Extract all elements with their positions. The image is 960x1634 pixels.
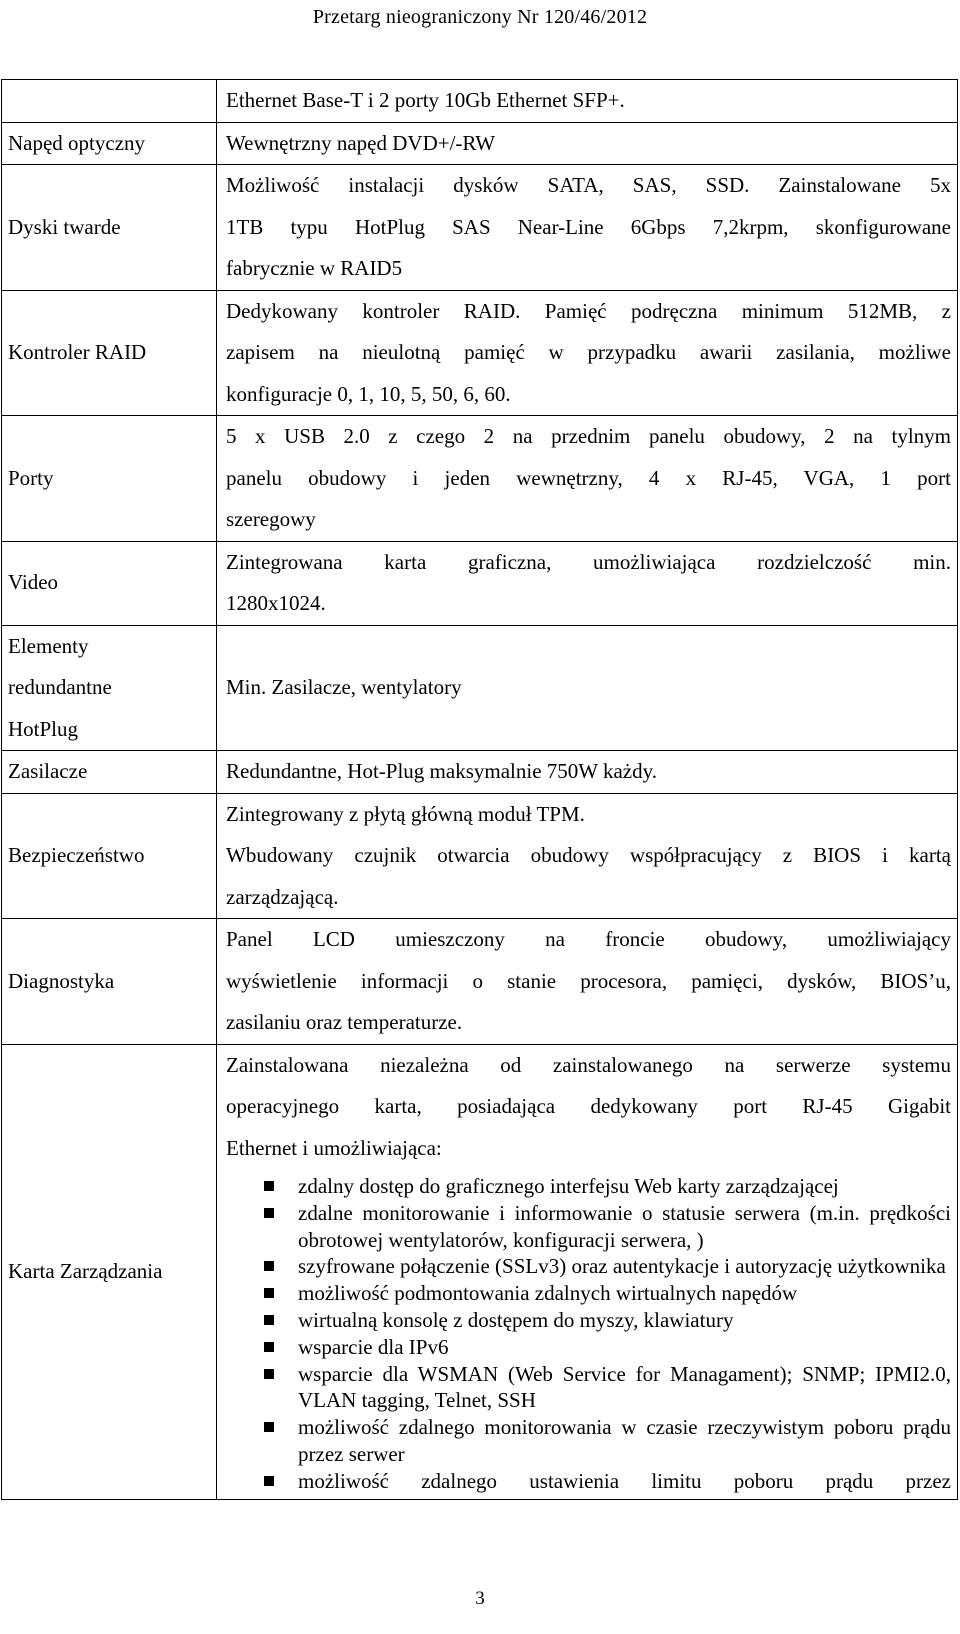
- row-value-line: 1280x1024.: [226, 591, 326, 615]
- row-value: [217, 165, 958, 291]
- page-number: 3: [475, 1588, 485, 1609]
- row-label-line: Elementy: [8, 633, 89, 658]
- row-value-line: Ethernet i umożliwiająca:: [226, 1135, 442, 1160]
- row-value-line: 5 x USB 2.0 z czego 2 na przednim panelu obudowy, 2 na tylnym: [226, 424, 951, 448]
- row-label: [2, 919, 217, 1045]
- row-value-line: wyświetlenie informacji o stanie procesora, pamięci, dysków, BIOS’u,: [226, 968, 951, 993]
- row-label: [2, 165, 217, 291]
- row-label-line: Video: [8, 570, 59, 595]
- row-label: [2, 122, 217, 165]
- row-label: [2, 290, 217, 416]
- row-value-line: szeregowy: [226, 507, 316, 531]
- row-value: [217, 751, 958, 794]
- row-value: [217, 1044, 958, 1499]
- list-item: wsparcie dla WSMAN (Web Service for Managament); SNMP; IPMI2.0, VLAN tagging, Telnet, SSH: [298, 1361, 951, 1413]
- row-label-line: Napęd optyczny: [8, 130, 146, 155]
- row-value-line: panelu obudowy i jeden wewnętrzny, 4 x RJ-45, VGA, 1 port: [226, 465, 951, 490]
- row-label-line: Bezpieczeństwo: [8, 843, 145, 867]
- row-label: [2, 416, 217, 542]
- list-item: zdalne monitorowanie i informowanie o statusie serwera (m.in. prędkości obrotowej wentylatorów, konfiguracji serwera, ): [298, 1200, 951, 1252]
- table-row: [2, 793, 958, 919]
- row-value-line: zarządzającą.: [226, 884, 339, 909]
- table-row: [2, 122, 958, 165]
- row-value-line: konfiguracje 0, 1, 10, 5, 50, 6, 60.: [226, 381, 511, 406]
- row-value-line: operacyjnego karta, posiadająca dedykowany port RJ-45 Gigabit: [226, 1094, 951, 1118]
- row-label-line: Porty: [8, 465, 54, 490]
- row-label-line: Diagnostyka: [8, 968, 115, 993]
- row-label: [2, 1044, 217, 1499]
- row-value-line: 1TB typu HotPlug SAS Near-Line 6Gbps 7,2krpm, skonfigurowane: [226, 214, 951, 239]
- row-value-line: Zintegrowana karta graficzna, umożliwiająca rozdzielczość min.: [226, 549, 951, 574]
- row-value-line: zasilaniu oraz temperaturze.: [226, 1010, 463, 1034]
- list-item: możliwość podmontowania zdalnych wirtualnych napędów: [298, 1280, 951, 1307]
- list-item: wsparcie dla IPv6: [298, 1334, 951, 1361]
- row-label: [2, 793, 217, 919]
- running-header: Przetarg nieograniczony Nr 120/46/2012: [312, 6, 648, 28]
- row-value: [217, 919, 958, 1045]
- row-label-line: Karta Zarządzania: [8, 1258, 163, 1283]
- row-value-line: Zintegrowany z płytą główną moduł TPM.: [226, 801, 585, 826]
- row-value-line: Zainstalowana niezależna od zainstalowanego na serwerze systemu: [226, 1052, 951, 1077]
- table-row: [2, 919, 958, 1045]
- row-label-line: redundantne: [8, 675, 112, 699]
- row-value-line: fabrycznie w RAID5: [226, 256, 403, 280]
- row-value-line: Dedykowany kontroler RAID. Pamięć podręczna minimum 512MB, z: [226, 298, 951, 323]
- table-row: [2, 416, 958, 542]
- row-label-line: HotPlug: [8, 716, 79, 741]
- row-value: [217, 541, 958, 625]
- list-item: możliwość zdalnego monitorowania w czasie rzeczywistym poboru prądu przez serwer: [298, 1415, 951, 1466]
- row-value: [217, 80, 958, 123]
- table-row: [2, 751, 958, 794]
- list-item: szyfrowane połączenie (SSLv3) oraz autentykacje i autoryzację użytkownika: [298, 1253, 951, 1280]
- row-value: [217, 290, 958, 416]
- row-value-line: Wewnętrzny napęd DVD+/-RW: [226, 130, 496, 155]
- row-label: [2, 751, 217, 794]
- table-row: [2, 625, 958, 751]
- management-features-list: [226, 1173, 951, 1495]
- row-value-line: Min. Zasilacze, wentylatory: [226, 675, 462, 699]
- row-label-line: Kontroler RAID: [8, 340, 147, 364]
- table-row: [2, 1044, 958, 1499]
- table-row: [2, 541, 958, 625]
- row-label: [2, 625, 217, 751]
- row-value: [217, 416, 958, 542]
- row-value: [217, 625, 958, 751]
- table-row: [2, 290, 958, 416]
- row-label-line: Zasilacze: [8, 759, 88, 783]
- row-value-line: Panel LCD umieszczony na froncie obudowy, umożliwiający: [226, 927, 951, 951]
- table-row: [2, 80, 958, 123]
- row-label-line: Dyski twarde: [8, 214, 121, 239]
- specification-table: [1, 79, 958, 1500]
- list-item: wirtualną konsolę z dostępem do myszy, klawiatury: [298, 1307, 951, 1334]
- row-label: [2, 541, 217, 625]
- row-value-line: Możliwość instalacji dysków SATA, SAS, SSD. Zainstalowane 5x: [226, 173, 951, 197]
- row-value-line: zapisem na nieulotną pamięć w przypadku awarii zasilania, możliwe: [226, 340, 951, 364]
- list-item: możliwość zdalnego ustawienia limitu poboru prądu przez: [298, 1468, 951, 1493]
- table-row: [2, 165, 958, 291]
- row-label: [2, 80, 217, 123]
- row-value-line: Redundantne, Hot-Plug maksymalnie 750W każdy.: [226, 759, 658, 783]
- row-value-line: Ethernet Base-T i 2 porty 10Gb Ethernet SFP+.: [226, 88, 625, 112]
- row-value: [217, 122, 958, 165]
- list-item: zdalny dostęp do graficznego interfejsu Web karty zarządzającej: [298, 1173, 951, 1200]
- row-value-line: Wbudowany czujnik otwarcia obudowy współpracujący z BIOS i kartą: [226, 843, 951, 867]
- row-value: [217, 793, 958, 919]
